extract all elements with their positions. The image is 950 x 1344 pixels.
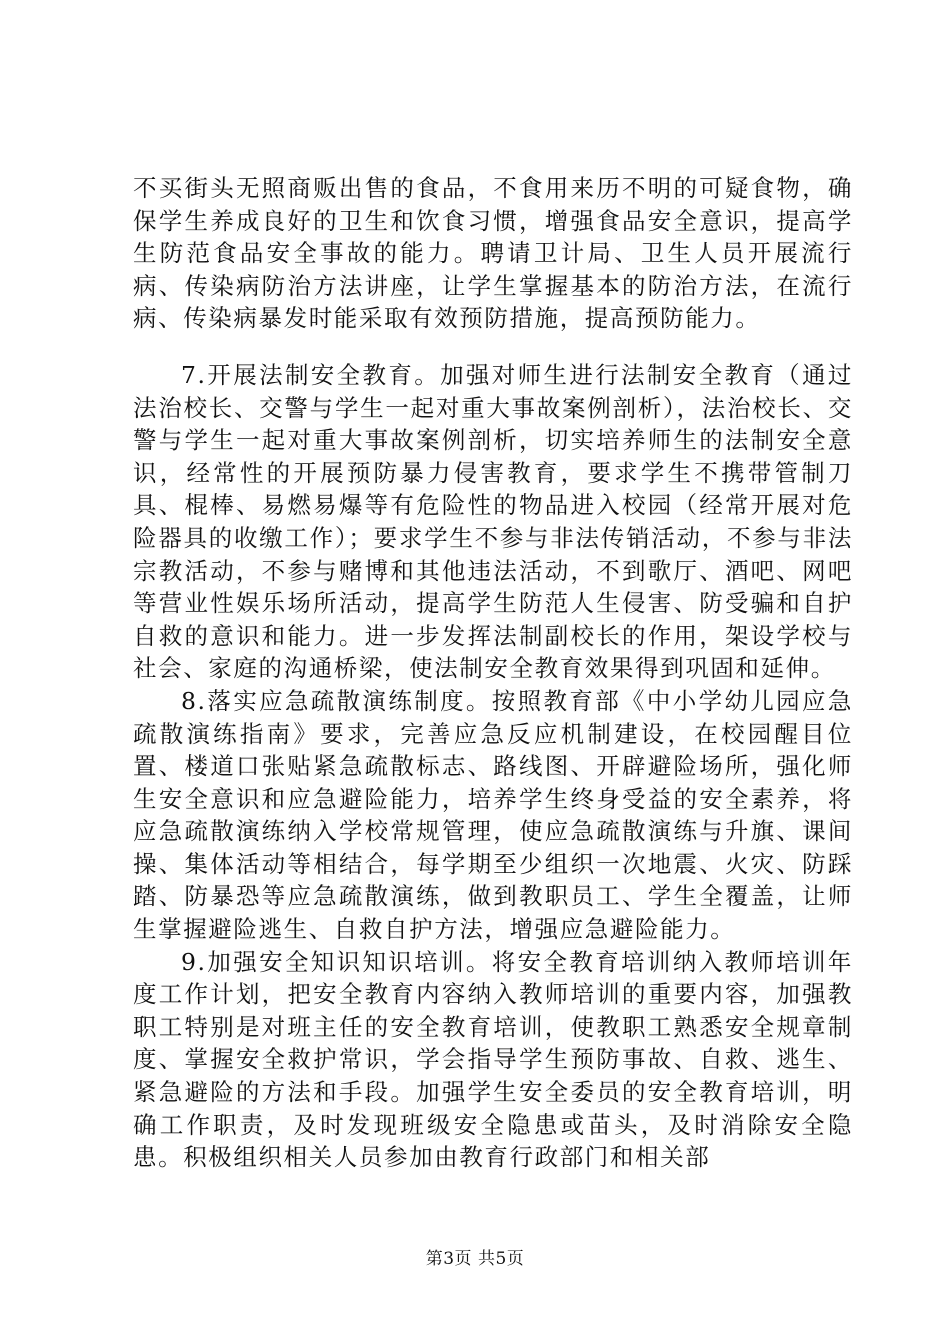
paragraph-food-safety: 不买街头无照商贩出售的食品，不食用来历不明的可疑食物，确保学生养成良好的卫生和饮食习惯，增强食品安全意识，提高学生防范食品安全事故的能力。聘请卫计局、卫生人员开展流行病、传染病防治方法讲座，让学生掌握基本的防治方法，在流行病、传染病暴发时能采取有效预防措施，提高预防能力。	[133, 174, 853, 333]
page-footer: 第3页 共5页	[425, 1249, 525, 1269]
paragraph-legal-safety: 7.开展法制安全教育。加强对师生进行法制安全教育（通过法治校长、交警与学生一起对重大事故案例剖析），法治校长、交警与学生一起对重大事故案例剖析，切实培养师生的法制安全意识，经常性的开展预防暴力侵害教育，要求学生不携带管制刀具、棍棒、易燃易爆等有危险性的物品进入校园（经常开展对危险器具的收缴工作）；要求学生不参与非法传销活动，不参与非法宗教活动，不参与赌博和其他违法活动，不到歌厅、酒吧、网吧等营业性娱乐场所活动，提高学生防范人生侵害、防受骗和自护自救的意识和能力。进一步发挥法制副校长的作用，架设学校与社会、家庭的沟通桥梁，使法制安全教育效果得到巩固和延伸。	[133, 360, 853, 683]
document-body	[133, 172, 853, 1174]
paragraph-gap	[133, 335, 853, 359]
paragraph-evacuation-drill: 8.落实应急疏散演练制度。按照教育部《中小学幼儿园应急疏散演练指南》要求，完善应急反应机制建设，在校园醒目位置、楼道口张贴紧急疏散标志、路线图、开辟避险场所，强化师生安全意识和应急避险能力，培养学生终身受益的安全素养，将应急疏散演练纳入学校常规管理，使应急疏散演练与升旗、课间操、集体活动等相结合，每学期至少组织一次地震、火灾、防踩踏、防暴恐等应急疏散演练，做到教职员工、学生全覆盖，让师生掌握避险逃生、自救自护方法，增强应急避险能力。	[133, 686, 853, 944]
paragraph-safety-training: 9.加强安全知识知识培训。将安全教育培训纳入教师培训年度工作计划，把安全教育内容纳入教师培训的重要内容，加强教职工特别是对班主任的安全教育培训，使教职工熟悉安全规章制度、掌握安全救护常识，学会指导学生预防事故、自救、逃生、紧急避险的方法和手段。加强学生安全委员的安全教育培训，明确工作职责，及时发现班级安全隐患或苗头，及时消除安全隐患。积极组织相关人员参加由教育行政部门和相关部	[133, 947, 853, 1172]
